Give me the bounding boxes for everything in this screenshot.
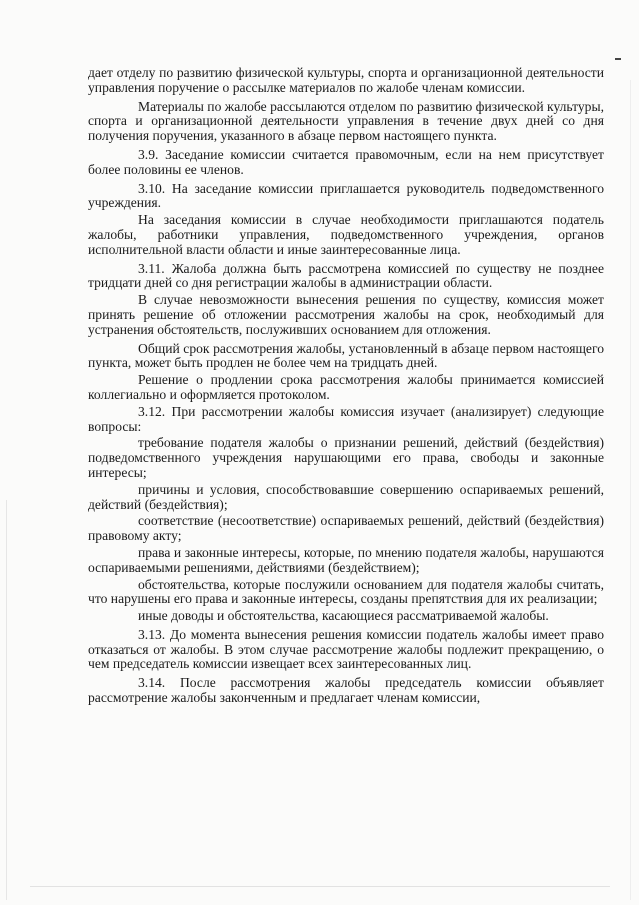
paragraph-clause-3-13: 3.13. До момента вынесения решения комиссии податель жалобы имеет право отказаться от жалобы. В этом случае рассмотрение жалобы подлежит прекращению, о чем председатель комиссии извещает всех заинтересованных лиц. (88, 626, 604, 672)
paragraph-continuation: дает отделу по развитию физической культуры, спорта и организационной деятельности управления поручение о рассылке материалов по жалобе членам комиссии. (88, 65, 604, 95)
paragraph: Решение о продлении срока рассмотрения жалобы принимается комиссией коллегиально и оформляется протоколом. (88, 372, 604, 402)
paragraph: На заседания комиссии в случае необходимости приглашаются податель жалобы, работники управления, подведомственного учреждения, органов исполнительной власти области и иные заинтересованные лица. (88, 212, 604, 257)
scan-mark (615, 58, 621, 60)
paragraph-clause-3-14: 3.14. После рассмотрения жалобы председатель комиссии объявляет рассмотрение жалобы законченным и предлагает членам комиссии, (88, 675, 604, 706)
list-item: причины и условия, способствовавшие совершению оспариваемых решений, действий (бездействия); (88, 481, 604, 512)
paragraph: В случае невозможности вынесения решения по существу, комиссия может принять решение об отложении рассмотрения жалобы на срок, необходимый для устранения обстоятельств, послуживших основанием для отложения. (88, 292, 604, 337)
scan-edge (30, 886, 610, 887)
paragraph: Общий срок рассмотрения жалобы, установленный в абзаце первом настоящего пункта, может быть продлен не более чем на тридцать дней. (88, 340, 604, 371)
paragraph-clause-3-10: 3.10. На заседание комиссии приглашается руководитель подведомственного учреждения. (88, 180, 604, 211)
list-item: иные доводы и обстоятельства, касающиеся рассматриваемой жалобы. (138, 608, 549, 624)
list-item: требование подателя жалобы о признании решений, действий (бездействия) подведомственного учреждения нарушающими его права, свободы и законные интересы; (88, 435, 604, 480)
paragraph-clause-3-12: 3.12. При рассмотрении жалобы комиссия изучает (анализирует) следующие вопросы: (88, 403, 604, 434)
scan-edge (6, 500, 7, 900)
paragraph-clause-3-11: 3.11. Жалоба должна быть рассмотрена комиссией по существу не позднее тридцати дней со дня регистрации жалобы в администрации области. (88, 260, 604, 291)
paragraph-clause-3-9: 3.9. Заседание комиссии считается правомочным, если на нем присутствует более половины ее членов. (88, 146, 604, 177)
list-item: права и законные интересы, которые, по мнению подателя жалобы, нарушаются оспариваемыми решениями, действиями (бездействием); (88, 544, 604, 575)
list-item: обстоятельства, которые послужили основанием для подателя жалобы считать, что нарушены его права и законные интересы, созданы препятствия для их реализации; (88, 576, 604, 607)
document-body (88, 66, 604, 710)
scan-edge (630, 80, 631, 900)
list-item: соответствие (несоответствие) оспариваемых решений, действий (бездействия) правовому акту; (88, 513, 604, 544)
paragraph: Материалы по жалобе рассылаются отделом по развитию физической культуры, спорта и организационной деятельности управления в течение двух дней со дня получения поручения, указанного в абзаце первом настоящего пункта. (88, 98, 604, 144)
